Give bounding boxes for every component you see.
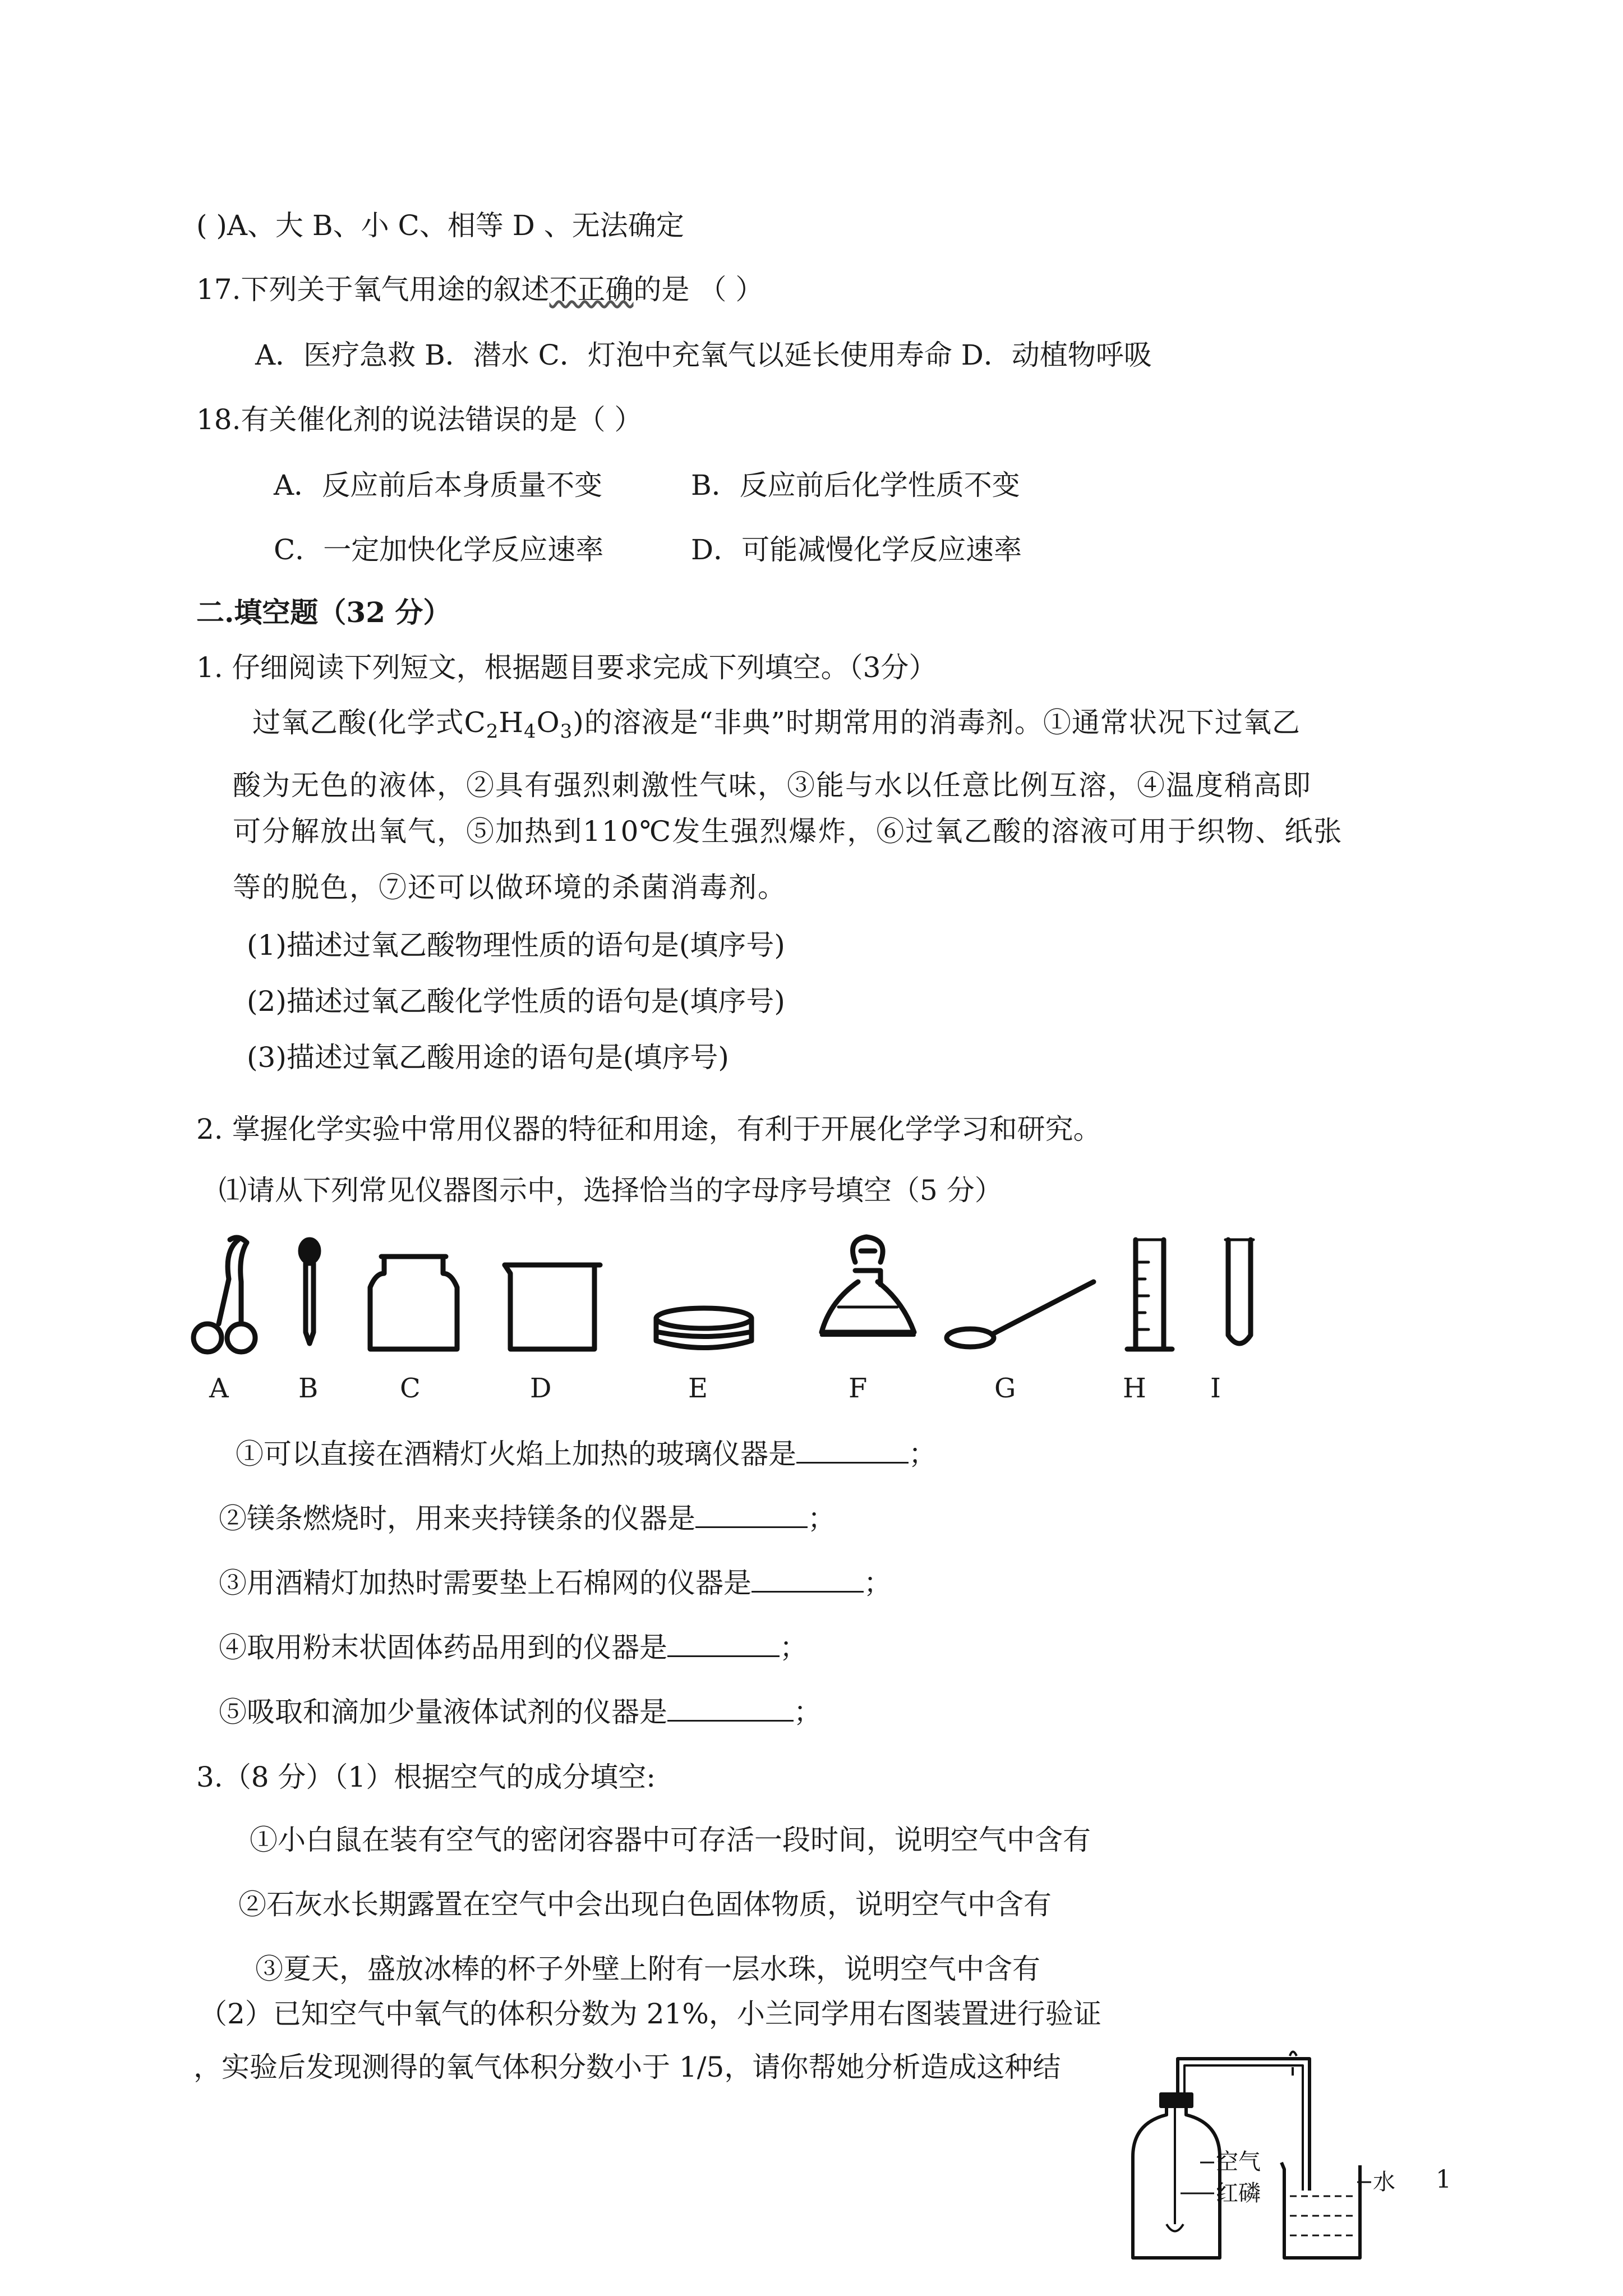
label-water: 水 [1373, 2169, 1395, 2195]
dropper-icon [301, 1240, 319, 1343]
q17-emphasis: 不正确 [549, 273, 634, 306]
q18-option-a: A．反应前后本身质量不变 [274, 469, 603, 501]
fill1-sub3: (3)描述过氧乙酸用途的语句是(填序号) [247, 1041, 729, 1074]
instrument-label-b: B [298, 1373, 319, 1404]
instrument-label-f: F [849, 1373, 868, 1404]
instrument-label-d: D [530, 1373, 552, 1404]
q16-options: A、大 B、小 C、相等 D 、无法确定 [227, 209, 684, 242]
water-beaker-icon [1281, 2162, 1360, 2258]
q17-options: A．医疗急救 B．潜水 C．灯泡中充氧气以延长使用寿命 D．动植物呼吸 [255, 339, 1152, 371]
fill2-q2: ②镁条燃烧时，用来夹持镁条的仪器是 ； [219, 1501, 836, 1535]
test-tube-icon [1225, 1240, 1253, 1343]
q16-options-line [196, 209, 684, 242]
answer-blank-4[interactable] [667, 1630, 780, 1657]
fill1-sub2: (2)描述过氧乙酸化学性质的语句是(填序号) [247, 985, 785, 1018]
fill3-item1: ①小白鼠在装有空气的密闭容器中可存活一段时间，说明空气中含有 [250, 1824, 1091, 1856]
gas-bottle-icon [1133, 2104, 1220, 2258]
fill2-sub1: ⑴请从下列常见仪器图示中，选择恰当的字母序号填空（5 分） [219, 1174, 1003, 1207]
label-red-phosphorus: 红磷 [1216, 2180, 1261, 2206]
fill2-q1: ①可以直接在酒精灯火焰上加热的玻璃仪器是 ； [236, 1436, 937, 1471]
q18-option-d: D．可能减慢化学反应速率 [691, 533, 1022, 566]
fill3-part2-line1: （2）已知空气中氧气的体积分数为 21%，小兰同学用右图装置进行验证 [199, 1998, 1101, 2030]
fill1-passage-line1: 过氧乙酸(化学式$C_2H_4O_3$)的溶液是“非典”时期常用的消毒剂。①通常状况下过氧乙 [252, 706, 1301, 743]
q17-stem: 17.下列关于氧气用途的叙述不正确的是 （ ） [196, 273, 764, 306]
beaker-icon [505, 1265, 600, 1349]
q18-stem: 18.有关催化剂的说法错误的是（ ） [196, 403, 643, 436]
answer-blank-5[interactable] [667, 1694, 794, 1722]
fill1-passage-line2: 酸为无色的液体，②具有强烈刺激性气味，③能与水以任意比例互溶，④温度稍高即 [233, 769, 1312, 802]
fill1-sub1: (1)描述过氧乙酸物理性质的语句是(填序号) [247, 929, 785, 961]
fill3-stem: 3.（8 分）（1）根据空气的成分填空: [196, 1761, 656, 1793]
instrument-label-h: H [1123, 1373, 1146, 1404]
crucible-tongs-icon [193, 1237, 255, 1352]
fill3-item2: ②石灰水长期露置在空气中会出现白色固体物质，说明空气中含有 [238, 1888, 1052, 1921]
fill2-q5: ⑤吸取和滴加少量液体试剂的仪器是 ； [219, 1694, 822, 1729]
alcohol-lamp-icon [822, 1237, 914, 1335]
answer-blank-2[interactable] [695, 1501, 808, 1528]
fill2-stem: 2. 掌握化学实验中常用仪器的特征和用途，有利于开展化学学习和研究。 [196, 1113, 1101, 1145]
instrument-label-i: I [1210, 1373, 1221, 1404]
fill2-q3: ③用酒精灯加热时需要垫上石棉网的仪器是 ； [219, 1565, 892, 1600]
instruments-figure [185, 1228, 1475, 1374]
medicine-spoon-icon [947, 1282, 1094, 1347]
fill3-item3: ③夏天，盛放冰棒的杯子外壁上附有一层水珠，说明空气中含有 [255, 1953, 1040, 1985]
q18-option-b: B．反应前后化学性质不变 [691, 469, 1020, 501]
evaporating-dish-icon [656, 1308, 751, 1348]
fill1-stem: 1. 仔细阅读下列短文，根据题目要求完成下列填空。（3分） [196, 651, 937, 684]
oxygen-apparatus-figure [1122, 2045, 1486, 2263]
fill3-part2-line2: ，实验后发现测得的氧气体积分数小于 1/5，请你帮她分析造成这种结 [193, 2051, 1061, 2083]
label-air: 空气 [1216, 2149, 1261, 2175]
answer-blank-1[interactable] [796, 1436, 909, 1464]
q16-answer-paren: ( ) [196, 209, 227, 242]
fill1-passage-line4: 等的脱色，⑦还可以做环境的杀菌消毒剂。 [233, 871, 787, 904]
stopper-icon [1161, 2094, 1192, 2106]
instrument-label-a: A [209, 1373, 229, 1404]
q18-option-c: C．一定加快化学反应速率 [274, 533, 604, 566]
instrument-label-g: G [994, 1373, 1016, 1404]
page-number: 1 [1436, 2165, 1451, 2194]
graduated-cylinder-icon [1127, 1240, 1172, 1349]
wide-mouth-bottle-icon [370, 1257, 457, 1349]
fill2-q4: ④取用粉末状固体药品用到的仪器是 ； [219, 1630, 808, 1664]
section-title: 二.填空题（32 分） [196, 596, 451, 629]
instrument-label-e: E [688, 1373, 708, 1404]
answer-blank-3[interactable] [751, 1565, 864, 1593]
instrument-label-c: C [400, 1373, 421, 1404]
fill1-passage-line3: 可分解放出氧气，⑤加热到110℃发生强烈爆炸，⑥过氧乙酸的溶液可用于织物、纸张 [233, 815, 1343, 848]
